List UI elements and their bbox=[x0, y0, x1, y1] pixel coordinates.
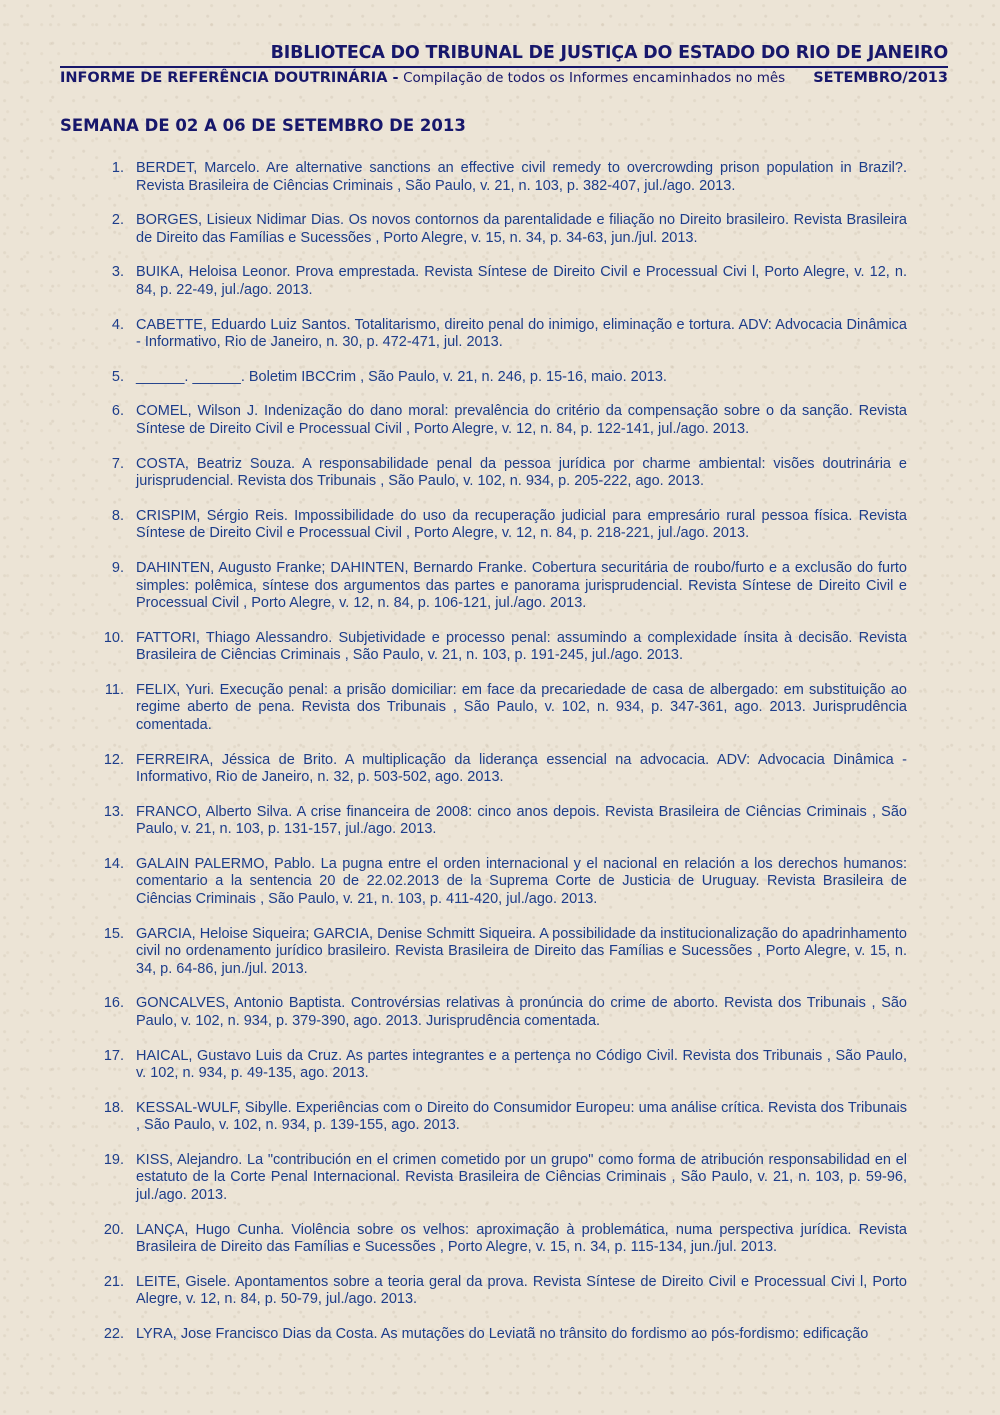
reference-number: 14. bbox=[103, 855, 124, 872]
reference-item bbox=[95, 264, 907, 299]
reference-text: GALAIN PALERMO, Pablo. La pugna entre el orden internacional y el nacional en relación a los derechos humanos: comentario a la sentencia 20 de 22.02.2013 de la Suprema Corte de Justicia de Uruguay. Revista Brasileira de Ciências Criminais , São Paulo, v. 21, n. 103, p. 411-420, jul./ago. 2013. bbox=[136, 855, 907, 907]
reference-number: 1. bbox=[111, 160, 124, 176]
reference-item bbox=[95, 508, 907, 543]
reference-number: 19. bbox=[103, 1151, 124, 1168]
reference-number: 16. bbox=[103, 995, 124, 1012]
reference-text: LEITE, Gisele. Apontamentos sobre a teoria geral da prova. Revista Síntese de Direito Civil e Processual Civi l, Porto Alegre, v. 12, n. 84, p. 50-79, jul./ago. 2013. bbox=[136, 1273, 907, 1308]
reference-text: DAHINTEN, Augusto Franke; DAHINTEN, Bernardo Franke. Cobertura securitária de roubo/furto e a exclusão do furto simples: polêmica, síntese dos argumentos das partes e panorama jurisprudencial. Revista Síntese de Direito Civil e Processual Civil , Porto Alegre, v. 12, n. 84, p. 106-121, jul./ago. 2013. bbox=[136, 560, 907, 611]
reference-text: COSTA, Beatriz Souza. A responsabilidade penal da pessoa jurídica por charme ambiental: visões doutrinária e jurisprudencial. Revista dos Tribunais , São Paulo, v. 102, n. 934, p. 205-222, ago. 2013. bbox=[136, 455, 907, 490]
reference-text: KESSAL-WULF, Sibylle. Experiências com o Direito do Consumidor Europeu: uma análise crítica. Revista dos Tribunais , São Paulo, v. 102, n. 934, p. 139-155, ago. 2013. bbox=[136, 1099, 907, 1134]
reference-number: 9. bbox=[111, 560, 124, 576]
reference-number: 10. bbox=[103, 629, 124, 646]
reference-text: GONCALVES, Antonio Baptista. Controvérsias relativas à pronúncia do crime de aborto. Revista dos Tribunais , São Paulo, v. 102, n. 934, p. 379-390, ago. 2013. Jurisprudência comentada. bbox=[136, 995, 907, 1029]
reference-text: FRANCO, Alberto Silva. A crise financeira de 2008: cinco anos depois. Revista Brasileira de Ciências Criminais , São Paulo, v. 21, n. 103, p. 131-157, jul./ago. 2013. bbox=[136, 803, 907, 838]
reference-number: 15. bbox=[103, 925, 124, 942]
reference-item bbox=[95, 1048, 907, 1083]
reference-item bbox=[95, 856, 907, 909]
reference-item bbox=[95, 926, 907, 979]
reference-text: FERREIRA, Jéssica de Brito. A multiplicação da liderança essencial na advocacia. ADV: Advocacia Dinâmica - Informativo, Rio de Janeiro, n. 32, p. 503-502, ago. 2013. bbox=[136, 751, 907, 786]
reference-text: FATTORI, Thiago Alessandro. Subjetividade e processo penal: assumindo a complexidade ínsita à decisão. Revista Brasileira de Ciências Criminais , São Paulo, v. 21, n. 103, p. 191-245, jul./ago. 2013. bbox=[136, 629, 907, 664]
reference-item bbox=[95, 403, 907, 438]
reference-number: 5. bbox=[111, 368, 124, 385]
reference-item bbox=[95, 369, 907, 387]
reference-text: BUIKA, Heloisa Leonor. Prova emprestada. Revista Síntese de Direito Civil e Processual Civi l, Porto Alegre, v. 12, n. 84, p. 22-49, jul./ago. 2013. bbox=[136, 264, 907, 298]
reference-number: 3. bbox=[111, 264, 124, 281]
reference-number: 2. bbox=[111, 212, 124, 229]
reference-item bbox=[95, 317, 907, 352]
reference-item bbox=[95, 630, 907, 665]
reference-list bbox=[95, 160, 907, 1361]
informe-line bbox=[60, 69, 785, 88]
reference-number: 7. bbox=[111, 455, 124, 472]
reference-number: 21. bbox=[103, 1273, 124, 1290]
reference-item bbox=[95, 752, 907, 787]
reference-number: 20. bbox=[103, 1221, 124, 1238]
reference-text: LANÇA, Hugo Cunha. Violência sobre os velhos: aproximação à problemática, numa perspectiva jurídica. Revista Brasileira de Direito das Famílias e Sucessões , Porto Alegre, v. 15, n. 34, p. 115-134, jun./jul. 2013. bbox=[136, 1221, 907, 1256]
reference-text: BORGES, Lisieux Nidimar Dias. Os novos contornos da parentalidade e filiação no Direito brasileiro. Revista Brasileira de Direito das Famílias e Sucessões , Porto Alegre, v. 15, n. 34, p. 34-63, jun./jul. 2013. bbox=[136, 212, 907, 246]
informe-title: INFORME DE REFERÊNCIA DOUTRINÁRIA - bbox=[60, 70, 399, 86]
reference-item bbox=[95, 560, 907, 613]
week-title: SEMANA DE 02 A 06 DE SETEMBRO DE 2013 bbox=[60, 116, 466, 135]
header-rule bbox=[60, 66, 948, 68]
reference-number: 17. bbox=[103, 1047, 124, 1064]
reference-item bbox=[95, 1222, 907, 1257]
reference-number: 18. bbox=[103, 1099, 124, 1116]
reference-text: CABETTE, Eduardo Luiz Santos. Totalitarismo, direito penal do inimigo, eliminação e tortura. ADV: Advocacia Dinâmica - Informativo, Rio de Janeiro, n. 30, p. 472-471, jul. 2013. bbox=[136, 316, 907, 351]
reference-text: ______. ______. Boletim IBCCrim , São Paulo, v. 21, n. 246, p. 15-16, maio. 2013. bbox=[136, 368, 667, 385]
page-header bbox=[60, 42, 948, 88]
reference-text: KISS, Alejandro. La "contribución en el crimen cometido por un grupo" como forma de atribución responsabilidad en el estatuto de la Corte Penal Internacional. Revista Brasileira de Ciências Criminais , São Paulo, v. 21, n. 103, p. 59-96, jul./ago. 2013. bbox=[136, 1151, 907, 1203]
reference-item bbox=[95, 1274, 907, 1309]
reference-item bbox=[95, 456, 907, 491]
reference-number: 6. bbox=[111, 403, 124, 420]
reference-item bbox=[95, 160, 907, 195]
reference-number: 11. bbox=[104, 681, 124, 698]
reference-number: 13. bbox=[103, 803, 124, 820]
reference-text: LYRA, Jose Francisco Dias da Costa. As mutações do Leviatã no trânsito do fordismo ao pós-fordismo: edificação bbox=[136, 1325, 869, 1342]
reference-item bbox=[95, 1100, 907, 1135]
reference-item bbox=[95, 1326, 907, 1344]
reference-number: 22. bbox=[103, 1325, 124, 1342]
reference-item bbox=[95, 212, 907, 247]
reference-number: 4. bbox=[111, 316, 124, 333]
reference-item bbox=[95, 1152, 907, 1205]
reference-text: CRISPIM, Sérgio Reis. Impossibilidade do uso da recuperação judicial para empresário rural pessoa física. Revista Síntese de Direito Civil e Processual Civil , Porto Alegre, v. 12, n. 84, p. 218-221, jul./ago. 2013. bbox=[136, 507, 907, 542]
informe-description: Compilação de todos os Informes encaminhados no mês bbox=[403, 70, 786, 86]
reference-item bbox=[95, 995, 907, 1030]
reference-text: BERDET, Marcelo. Are alternative sanctions an effective civil remedy to overcrowding prison population in Brazil?. Revista Brasileira de Ciências Criminais , São Paulo, v. 21, n. 103, p. 382-407, jul./ago. 2013. bbox=[136, 160, 907, 194]
reference-text: FELIX, Yuri. Execução penal: a prisão domiciliar: em face da precariedade de casa de albergado: em substituição ao regime aberto de pena. Revista dos Tribunais , São Paulo, v. 102, n. 934, p. 347-361, ago. 2013. Jurisprudência comentada. bbox=[136, 681, 907, 733]
reference-text: GARCIA, Heloise Siqueira; GARCIA, Denise Schmitt Siqueira. A possibilidade da institucionalização do apadrinhamento civil no ordenamento jurídico brasileiro. Revista Brasileira de Direito das Famílias e Sucessões , Porto Alegre, v. 15, n. 34, p. 64-86, jun./jul. 2013. bbox=[136, 925, 907, 977]
subheader bbox=[60, 69, 948, 88]
month-label: SETEMBRO/2013 bbox=[813, 70, 948, 86]
reference-text: HAICAL, Gustavo Luis da Cruz. As partes integrantes e a pertença no Código Civil. Revista dos Tribunais , São Paulo, v. 102, n. 934, p. 49-135, ago. 2013. bbox=[136, 1047, 907, 1081]
library-title: BIBLIOTECA DO TRIBUNAL DE JUSTIÇA DO ESTADO DO RIO DE JANEIRO bbox=[270, 43, 948, 63]
reference-item bbox=[95, 804, 907, 839]
reference-text: COMEL, Wilson J. Indenização do dano moral: prevalência do critério da compensação sobre o da sanção. Revista Síntese de Direito Civil e Processual Civil , Porto Alegre, v. 12, n. 84, p. 122-141, jul./ago. 2013. bbox=[136, 403, 907, 437]
reference-number: 12. bbox=[103, 751, 124, 768]
reference-number: 8. bbox=[111, 507, 124, 524]
reference-item bbox=[95, 682, 907, 735]
